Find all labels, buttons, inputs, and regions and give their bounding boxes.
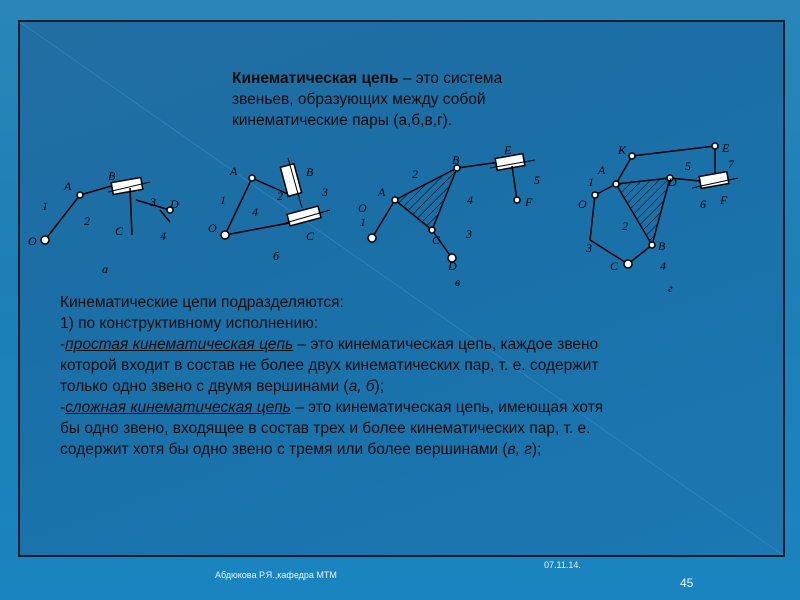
label-5: 5 xyxy=(534,173,540,187)
label-A: A xyxy=(378,185,386,199)
caption-b: б xyxy=(273,249,280,263)
label-O: O xyxy=(208,221,217,235)
label-A: A xyxy=(64,179,72,193)
label-1: 1 xyxy=(360,215,366,229)
label-4: 4 xyxy=(467,193,473,207)
label-O: O xyxy=(578,197,587,211)
title-block xyxy=(232,68,572,131)
diagram-v xyxy=(358,143,540,289)
label-D: D xyxy=(170,197,179,211)
page-number: 45 xyxy=(680,576,694,590)
label-4: 4 xyxy=(660,259,666,273)
label-K: K xyxy=(618,143,627,157)
label-C: C xyxy=(115,224,124,238)
footer-date: 07.11.14. xyxy=(544,560,581,570)
diagram-b xyxy=(208,158,330,263)
label-D: D xyxy=(448,259,457,273)
label-C: C xyxy=(432,233,441,247)
label-4: 4 xyxy=(160,229,166,243)
body-line-2: 1) по конструктивному исполнению: xyxy=(60,315,319,332)
label-6: 6 xyxy=(700,197,706,211)
label-2: 2 xyxy=(277,189,283,203)
label-O: O xyxy=(358,201,367,215)
simple-chain-def-3: только одно звено с двумя вершинами (а, б); xyxy=(60,378,384,395)
label-5: 5 xyxy=(685,159,691,173)
label-3: 3 xyxy=(322,185,328,199)
title-line-1: – это система xyxy=(398,70,503,87)
caption-g: г xyxy=(668,281,673,295)
label-3: 3 xyxy=(466,227,472,241)
simple-chain-term: простая кинематическая цепь xyxy=(65,336,294,353)
kinematic-diagrams xyxy=(20,140,760,300)
diagram-a xyxy=(28,169,179,276)
label-2: 2 xyxy=(412,167,418,181)
body-text xyxy=(60,292,770,460)
label-B: B xyxy=(452,153,460,167)
label-1: 1 xyxy=(220,193,226,207)
label-2: 2 xyxy=(622,219,628,233)
label-1: 1 xyxy=(42,199,48,213)
label-E: E xyxy=(722,141,730,155)
label-F: F xyxy=(720,193,728,207)
label-3: 3 xyxy=(150,195,156,209)
label-O: O xyxy=(28,234,37,248)
body-line-1: Кинематические цепи подразделяются: xyxy=(60,294,344,311)
label-2: 2 xyxy=(84,214,90,228)
label-7: 7 xyxy=(728,157,734,171)
complex-chain-def-3: содержит хотя бы одно звено с тремя или более вершинами (в, г); xyxy=(60,441,542,458)
simple-chain-def-1: -простая кинематическая цепь – это кинематическая цепь, каждое звено xyxy=(60,336,599,353)
caption-a: а xyxy=(102,262,108,276)
label-C: C xyxy=(306,229,315,243)
label-B: B xyxy=(658,239,666,253)
footer-author: Абдюкова Р.Я.,кафедра МТМ xyxy=(215,570,337,580)
label-B: B xyxy=(306,165,314,179)
label-E: E xyxy=(504,143,512,157)
label-3: 3 xyxy=(586,241,592,255)
label-4: 4 xyxy=(252,205,258,219)
title-line-2: звеньев, образующих между собой xyxy=(232,91,486,108)
label-C: C xyxy=(610,259,619,273)
label-1: 1 xyxy=(588,175,594,189)
title-line-3: кинематические пары (а,б,в,г). xyxy=(232,112,453,129)
complex-chain-term: сложная кинематическая цепь xyxy=(65,399,291,416)
diagram-g xyxy=(578,141,738,295)
simple-chain-def-2: которой входит в состав не более двух кинематических пар, т. е. содержит xyxy=(60,357,599,374)
title-term: Кинематическая цепь xyxy=(232,70,399,87)
label-F: F xyxy=(525,195,533,209)
label-A: A xyxy=(598,163,606,177)
label-B: B xyxy=(108,169,116,183)
label-A: A xyxy=(230,164,238,178)
caption-v: в xyxy=(455,275,461,289)
complex-chain-def-1: -сложная кинематическая цепь – это кинематическая цепь, имеющая хотя xyxy=(60,399,604,416)
label-D: D xyxy=(668,175,677,189)
complex-chain-def-2: бы одно звено, входящее в состав трех и более кинематических пар, т. е. xyxy=(60,420,591,437)
